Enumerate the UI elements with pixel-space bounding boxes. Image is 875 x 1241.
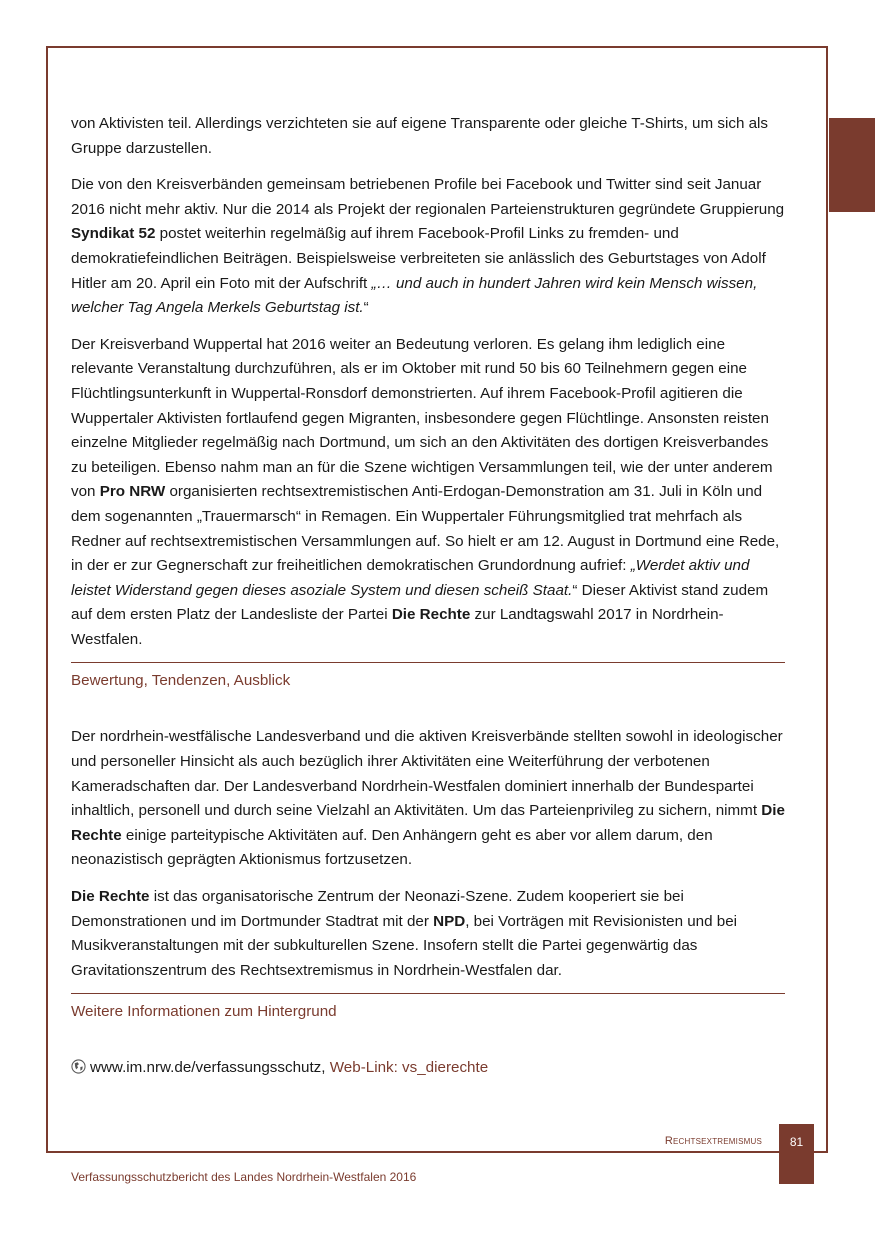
paragraph-1: von Aktivisten teil. Allerdings verzichteten sie auf eigene Transparente oder gleiche T-Shirts, um sich als Gruppe darzustellen. <box>71 115 769 157</box>
org-name-die-rechte: Die Rechte <box>391 606 471 624</box>
main-content <box>71 112 785 1081</box>
paragraph-5: Die Rechte ist das organisatorische Zentrum der Neonazi-Szene. Zudem kooperiert sie bei Demonstrationen und im Dortmunder Stadtrat mit der NPD, bei Vorträgen mit Revisionisten und bei Musikveranstaltungen mit der subkulturellen Szene. Insofern stellt die Partei gegenwärtig das Gravitationszentrum des Rechtsextremismus in Nordrhein-Westfalen dar. <box>71 888 738 979</box>
org-name-die-rechte: Die Rechte <box>71 802 785 844</box>
section-heading-more-info: Weitere Informationen zum Hintergrund <box>71 1003 337 1021</box>
org-name-npd: NPD <box>433 912 466 930</box>
section-heading-assessment: Bewertung, Tendenzen, Ausblick <box>71 672 291 690</box>
footer-section-label: Rechtsextremismus <box>664 1135 762 1147</box>
quote-1: „… und auch in hundert Jahren wird kein Mensch wissen, welcher Tag Angela Merkels Geburtstag ist. <box>71 274 758 317</box>
info-links: www.im.nrw.de/verfassungsschutz, Web-Link: vs_dierechte <box>71 1056 785 1081</box>
paragraph-2: Die von den Kreisverbänden gemeinsam betriebenen Profile bei Facebook und Twitter sind seit Januar 2016 nicht mehr aktiv. Nur die 2014 als Projekt der regionalen Parteienstrukturen gegründete Gruppierung Syndikat 52 postet weiterhin regelmäßig auf ihrem Facebook-Profil Links zu fremden- und demokratiefeindlichen Beiträgen. Beispielsweise verbreiteten sie anlässlich des Geburtstages von Adolf Hitler am 20. April ein Foto mit der Aufschrift „… und auch in hundert Jahren wird kein Mensch wissen, welcher Tag Angela Merkels Geburtstag ist.“ <box>71 176 785 317</box>
globe-icon <box>71 1059 86 1074</box>
paragraph-4: Der nordrhein-westfälische Landesverband und die aktiven Kreisverbände stellten sowohl in ideologischer und personeller Hinsicht als auch bezüglich ihrer Aktivitäten eine Weiterführung der verbotenen Kameradschaften dar. Der Landesverband Nordrhein-Westfalen dominiert innerhalb der Bundespartei inhaltlich, personell und durch seine Vielzahl an Aktivitäten. Um das Parteienprivileg zu sichern, nimmt Die Rechte einige parteitypische Aktivitäten auf. Den Anhängern geht es aber vor allem darum, den neonazistisch geprägten Aktionismus fortzusetzen. <box>71 728 785 869</box>
website-link[interactable]: www.im.nrw.de/verfassungsschutz <box>90 1059 322 1077</box>
page-number: 81 <box>779 1124 814 1184</box>
section-divider <box>71 662 785 663</box>
org-name-die-rechte: Die Rechte <box>71 888 150 906</box>
paragraph-3: Der Kreisverband Wuppertal hat 2016 weiter an Bedeutung verloren. Es gelang ihm lediglich eine relevante Veranstaltung durchzuführen, als er im Oktober mit rund 50 bis 60 Teilnehmern gegen eine Flüchtlingsunterkunft in Wuppertal-Ronsdorf demonstrierten. Auf ihrem Facebook-Profil agitieren die Wuppertaler Aktivisten fortlaufend gegen Migranten, insbesondere gegen Flüchtlinge. Ansonsten reisten einzelne Mitglieder regelmäßig nach Dortmund, um sich an den Aktivitäten des dortigen Kreisverbandes zu beteiligen. Ebenso nahm man an für die Szene wichtigen Versammlungen teil, wie der unter anderem von Pro NRW organisierten rechtsextremistischen Anti-Erdogan-Demonstration am 31. Juli in Köln und dem sogenannten „Trauermarsch“ in Remagen. Ein Wuppertaler Führungsmitglied trat mehrfach als Redner auf rechtsextremistischen Versammlungen auf. So hielt er am 12. August in Dortmund eine Rede, in der er zur Gegnerschaft zur freiheitlichen demokratischen Grundordnung aufrief: „Werdet aktiv und leistet Widerstand gegen dieses asoziale System und diesen scheiß Staat.“ Dieser Aktivist stand zudem auf dem ersten Platz der Landesliste der Partei Die Rechte zur Landtagswahl 2017 in Nordrhein-Westfalen. <box>71 335 780 648</box>
quote-2: „Werdet aktiv und leistet Widerstand gegen dieses asoziale System und diesen scheiß Staat. <box>71 557 750 599</box>
web-link[interactable]: Web-Link: vs_dierechte <box>329 1059 489 1077</box>
org-name-pro-nrw: Pro NRW <box>99 483 166 501</box>
footer-publication-title: Verfassungsschutzbericht des Landes Nordrhein-Westfalen 2016 <box>71 1170 417 1184</box>
section-divider <box>71 993 785 994</box>
org-name-syndikat: Syndikat 52 <box>71 225 156 243</box>
chapter-tab <box>829 118 875 212</box>
